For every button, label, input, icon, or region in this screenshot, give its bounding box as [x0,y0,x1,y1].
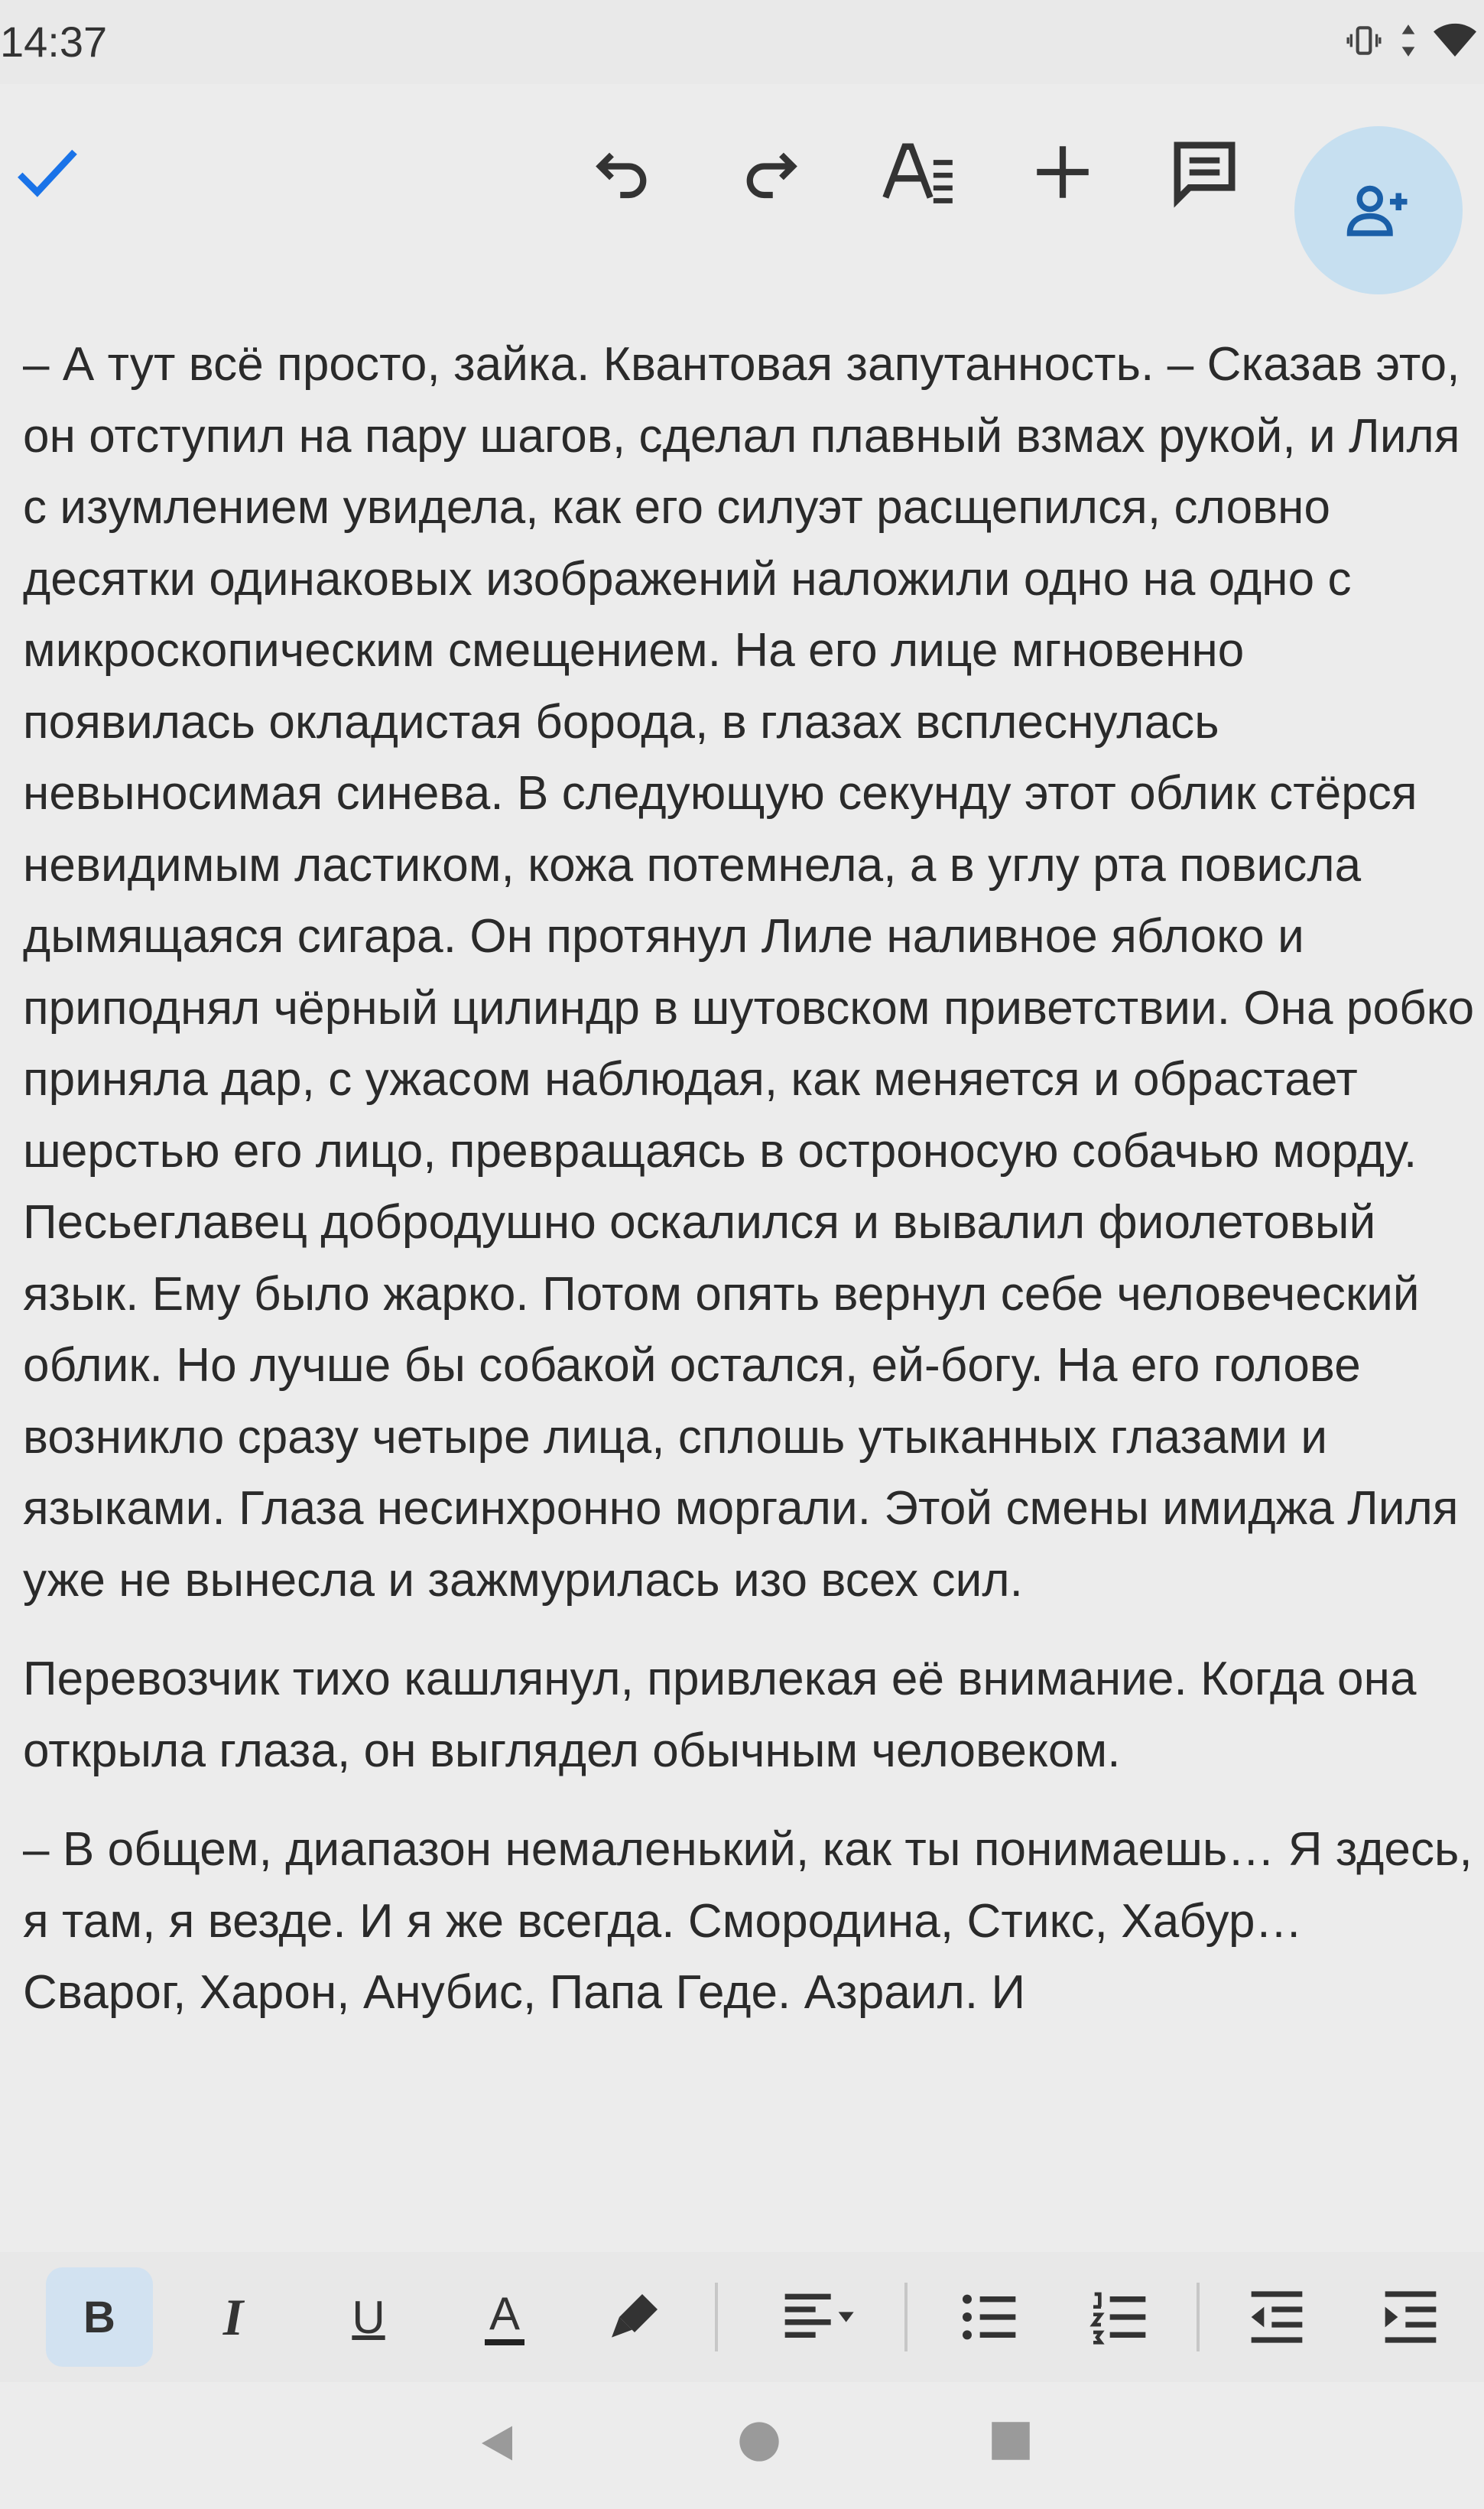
home-button[interactable] [738,2420,781,2467]
comment-icon [1168,136,1241,209]
back-triangle-icon [474,2420,520,2466]
decrease-indent-icon [1246,2286,1307,2348]
home-circle-icon [738,2420,781,2463]
redo-button[interactable] [716,119,823,226]
back-button[interactable] [474,2420,520,2470]
done-button[interactable] [0,119,99,226]
plus-icon [1028,138,1097,206]
wifi-icon [1434,21,1476,60]
document-paragraph[interactable]: – А тут всё просто, зайка. Квантовая запутанность. – Сказав это, он отступил на пару шагов, сделал плавный взмах рукой, и Лиля с изумлением увидела, как его силуэт расщепился, словно десятки одинаковых изображений наложили одно на одно с микроскопическим смещением. На его лице мгновенно появилась окладистая борода, в глазах всплеснулась невыносимая синева. В следующую секунду этот облик стёрся невидимым ластиком, кожа потемнела, а в углу рта повисла дымящаяся сигара. Он протянул Лиле наливное яблоко и приподнял чёрный цилиндр в шутовском приветствии. Она робко приняла дар, с ужасом наблюдая, как меняется и обрастает шерстью его лицо, превращаясь в остроносую собачью морду. Песьеглавец добродушно оскалился и вывалил фиолетовый язык. Ему было жарко. Потом опять вернул себе человеческий облик. Но лучше бы собакой остался, ей-богу. На его голове возникло сразу четыре лица, сплошь утыканных глазами и языками. Глаза несинхронно моргали. Этой смены имиджа Лиля уже не вынесла и зажмурилась изо всех сил. [23,338,1475,1607]
separator [904,2283,908,2351]
numbered-list-icon [1089,2286,1151,2348]
undo-icon [589,138,658,206]
bold-button[interactable] [46,2267,153,2367]
document-paragraph[interactable]: Перевозчик тихо кашлянул, привлекая её внимание. Когда она открыла глаза, он выглядел обычным человеком. [23,1653,1417,1777]
italic-label: I [222,2287,244,2346]
undo-button[interactable] [570,119,677,226]
redo-icon [736,138,804,206]
data-arrows-icon [1397,21,1420,60]
text-color-button[interactable] [451,2267,558,2367]
status-bar [0,0,1484,84]
text-color-label: A [485,2289,524,2345]
text-format-icon [879,134,956,210]
underline-button[interactable] [315,2267,422,2367]
status-icons [1345,21,1476,60]
add-person-icon [1344,176,1413,245]
separator [715,2283,718,2351]
comments-button[interactable] [1151,119,1258,226]
recents-square-icon [990,2420,1031,2462]
increase-indent-icon [1380,2286,1441,2348]
bulleted-list-button[interactable] [937,2267,1044,2367]
bold-label: B [83,2292,115,2342]
decrease-indent-button[interactable] [1223,2267,1330,2367]
recents-button[interactable] [990,2420,1031,2465]
share-button[interactable] [1294,126,1463,294]
insert-button[interactable] [1009,119,1116,226]
editor-toolbar [0,84,1484,291]
increase-indent-button[interactable] [1357,2267,1464,2367]
underline-label: U [352,2291,385,2343]
align-button[interactable] [757,2267,879,2367]
formatting-bar [0,2252,1484,2382]
bulleted-list-icon [960,2286,1021,2348]
status-time: 14:37 [0,18,108,66]
align-left-icon [776,2286,860,2348]
document-paragraph[interactable]: – В общем, диапазон немаленький, как ты понимаешь… Я здесь, я там, я везде. И я же всегда. Смородина, Стикс, Хабур… Сварог, Харон, Анубис, Папа Геде. Азраил. И [23,1823,1473,2019]
document-body[interactable] [23,329,1476,2241]
highlighter-icon [604,2286,665,2348]
vibrate-icon [1345,21,1383,60]
check-icon [11,138,80,206]
navigation-bar [0,2382,1484,2509]
separator [1197,2283,1200,2351]
numbered-list-button[interactable] [1067,2267,1174,2367]
text-format-button[interactable] [864,119,971,226]
italic-button[interactable] [180,2267,287,2367]
highlight-button[interactable] [581,2267,688,2367]
